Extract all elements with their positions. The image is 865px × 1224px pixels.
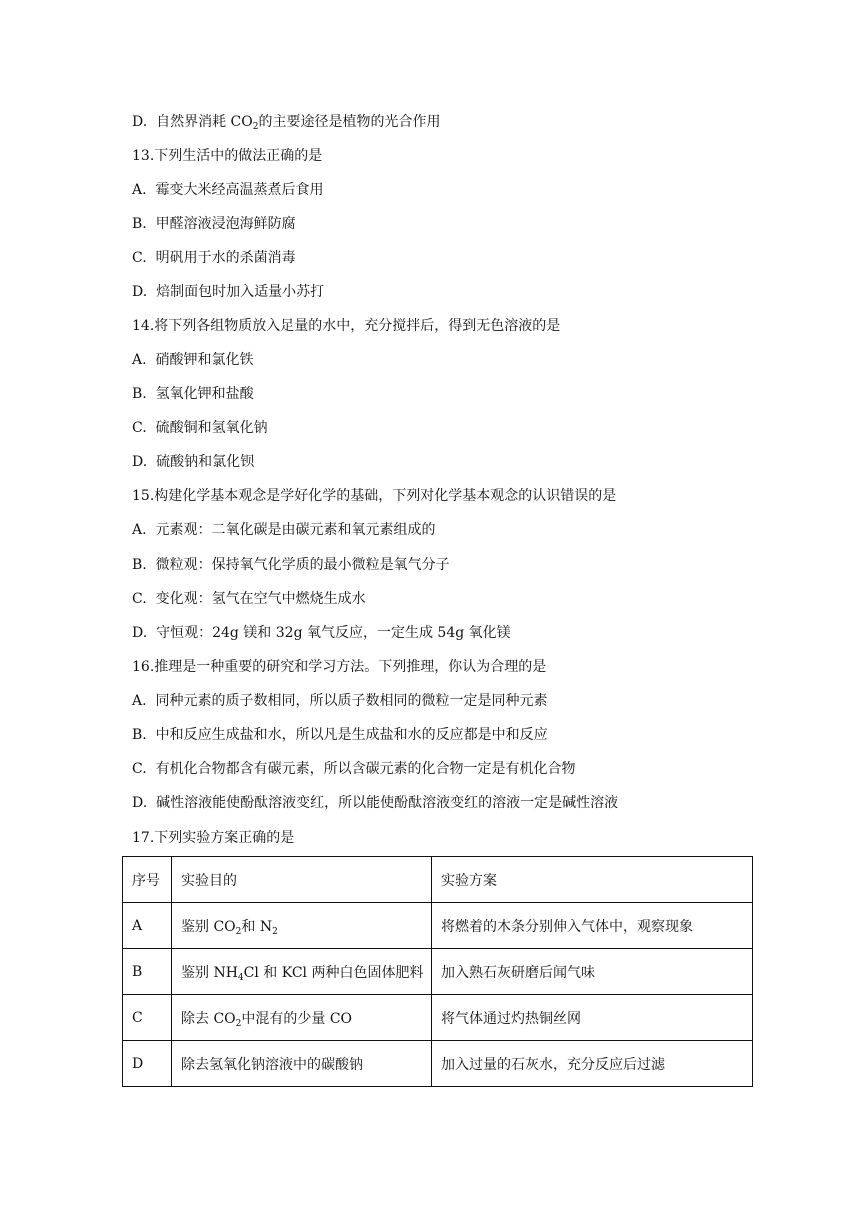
row-purpose (172, 995, 432, 1041)
option-line (132, 112, 440, 132)
option-line (132, 452, 254, 472)
option-line (132, 793, 618, 813)
text-segment: 的主要途径是植物的光合作用 (258, 114, 441, 130)
text-segment: A. 同种元素的质子数相同，所以质子数相同的微粒一定是同种元素 (132, 693, 548, 709)
text-segment: D. 碱性溶液能使酚酞溶液变红，所以能使酚酞溶液变红的溶液一定是碱性溶液 (132, 795, 619, 811)
option-line (132, 520, 435, 540)
table-header-row (123, 857, 753, 903)
table-row (123, 949, 753, 995)
header-purpose: 实验目的 (172, 857, 432, 903)
row-plan: 加入熟石灰研磨后闻气味 (432, 949, 753, 995)
question-line (132, 828, 294, 848)
text-segment: 13.下列生活中的做法正确的是 (132, 148, 323, 164)
option-line (132, 214, 296, 234)
option-line (132, 180, 323, 200)
text-segment: 14.将下列各组物质放入足量的水中，充分搅拌后，得到无色溶液的是 (132, 318, 561, 334)
header-index: 序号 (123, 857, 172, 903)
row-index: C (123, 995, 172, 1041)
table-row (123, 903, 753, 949)
question-line (132, 657, 546, 677)
text-segment: 鉴别 CO (181, 918, 236, 935)
option-line (132, 725, 548, 745)
question-line (132, 486, 616, 506)
table-row (123, 1041, 753, 1087)
row-index: D (123, 1041, 172, 1087)
question-line (132, 146, 322, 166)
experiment-plan-table (122, 856, 753, 1087)
option-line (132, 248, 296, 268)
text-segment: B. 甲醛溶液浸泡海鲜防腐 (132, 216, 296, 232)
text-segment: 16.推理是一种重要的研究和学习方法。下列推理，你认为合理的是 (132, 659, 547, 675)
row-index: A (123, 903, 172, 949)
text-segment: A. 硝酸钾和氯化铁 (132, 352, 254, 368)
text-segment: Cl 和 KCl 两种白色固体肥料 (243, 964, 424, 981)
option-line (132, 350, 253, 370)
subscript: 2 (235, 1018, 242, 1029)
row-index: B (123, 949, 172, 995)
question-line (132, 316, 560, 336)
table-row (123, 995, 753, 1041)
text-segment: B. 微粒观：保持氧气化学质的最小微粒是氧气分子 (132, 557, 450, 573)
option-line (132, 418, 268, 438)
text-segment: C. 有机化合物都含有碳元素，所以含碳元素的化合物一定是有机化合物 (132, 761, 576, 777)
row-purpose (172, 903, 432, 949)
text-segment: D. 硫酸钠和氯化钡 (132, 454, 255, 470)
row-plan: 将燃着的木条分别伸入气体中，观察现象 (432, 903, 753, 949)
text-segment: A. 元素观：二氧化碳是由碳元素和氧元素组成的 (132, 522, 436, 538)
header-plan: 实验方案 (432, 857, 753, 903)
text-segment: C. 硫酸铜和氢氧化钠 (132, 420, 268, 436)
subscript: 2 (252, 122, 259, 132)
text-segment: D. 守恒观：24g 镁和 32g 氧气反应，一定生成 54g 氧化镁 (132, 625, 511, 641)
row-purpose (172, 1041, 432, 1087)
text-segment: C. 变化观：氢气在空气中燃烧生成水 (132, 591, 366, 607)
option-line (132, 589, 366, 609)
option-line (132, 555, 450, 575)
text-segment: 17.下列实验方案正确的是 (132, 830, 295, 846)
text-segment: D. 焙制面包时加入适量小苏打 (132, 284, 325, 300)
option-line (132, 623, 511, 643)
text-segment: 15.构建化学基本观念是学好化学的基础，下列对化学基本观念的认识错误的是 (132, 488, 617, 504)
option-line (132, 759, 576, 779)
text-segment: 除去 CO (181, 1010, 236, 1027)
subscript: 2 (235, 926, 242, 937)
subscript: 2 (272, 926, 278, 937)
option-line (132, 691, 547, 711)
text-segment: 除去氢氧化钠溶液中的碳酸钠 (181, 1056, 363, 1073)
text-segment: B. 氢氧化钾和盐酸 (132, 386, 254, 402)
subscript: 4 (237, 972, 244, 983)
row-purpose (172, 949, 432, 995)
option-line (132, 384, 254, 404)
text-segment: 和 N (241, 918, 273, 935)
text-segment: 中混有的少量 CO (241, 1010, 353, 1027)
text-segment: 鉴别 NH (181, 964, 238, 981)
row-plan: 加入过量的石灰水，充分反应后过滤 (432, 1041, 753, 1087)
text-segment: D. 自然界消耗 CO (132, 114, 253, 130)
text-segment: A. 霉变大米经高温蒸煮后食用 (132, 182, 324, 198)
row-plan: 将气体通过灼热铜丝网 (432, 995, 753, 1041)
text-segment: C. 明矾用于水的杀菌消毒 (132, 250, 296, 266)
option-line (132, 282, 324, 302)
text-segment: B. 中和反应生成盐和水，所以凡是生成盐和水的反应都是中和反应 (132, 727, 548, 743)
